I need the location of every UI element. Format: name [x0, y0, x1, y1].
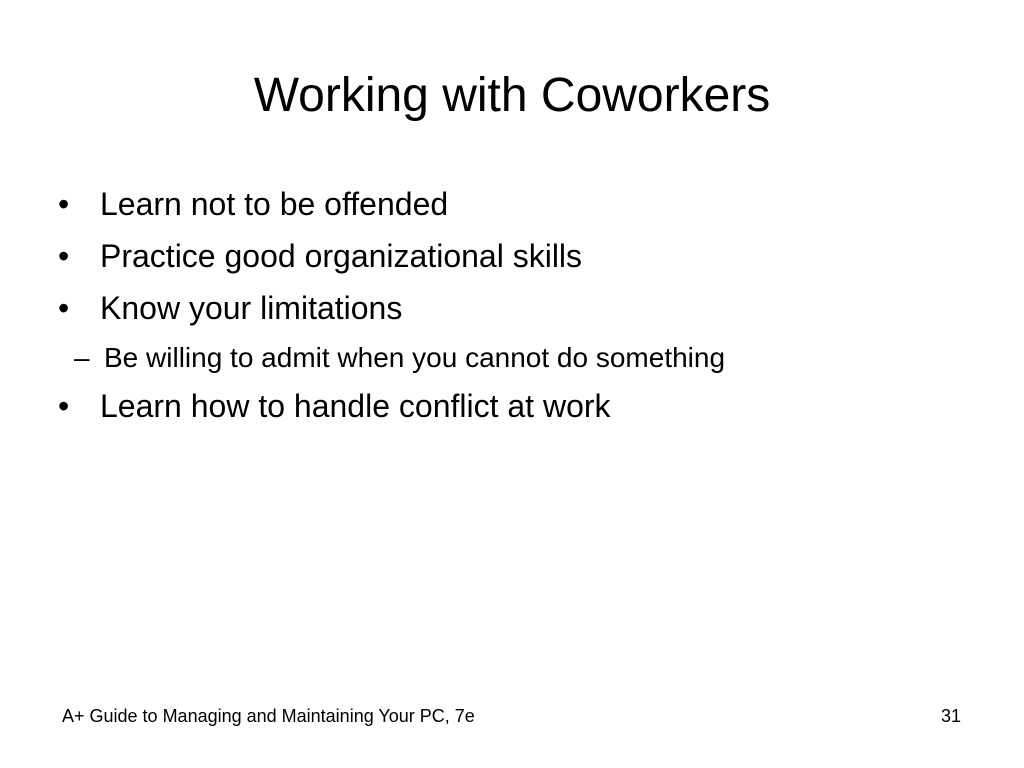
sub-bullet-marker: – — [74, 342, 90, 373]
sub-list — [58, 338, 978, 378]
slide-title: Working with Coworkers — [253, 69, 771, 122]
bullet-text: Know your limitations — [100, 290, 403, 326]
bullet-marker: • — [58, 290, 70, 326]
bullet-item — [58, 184, 978, 224]
bullet-text: Learn how to handle conflict at work — [100, 388, 611, 424]
sub-bullet-text: Be willing to admit when you cannot do something — [104, 342, 726, 373]
sub-bullet-item — [74, 338, 978, 378]
bullet-marker: • — [58, 238, 70, 274]
sub-list-container — [58, 338, 978, 378]
footer-page-number: 31 — [940, 706, 961, 726]
bullet-marker: • — [58, 388, 70, 424]
footer-book-title: A+ Guide to Managing and Maintaining Your PC, 7e — [62, 706, 475, 726]
bullet-item — [58, 236, 978, 276]
bullet-item — [58, 288, 978, 328]
bullet-marker: • — [58, 186, 70, 222]
bullet-list — [58, 184, 978, 438]
bullet-text: Learn not to be offended — [100, 186, 449, 222]
bullet-item — [58, 386, 978, 426]
bullet-text: Practice good organizational skills — [100, 238, 583, 274]
